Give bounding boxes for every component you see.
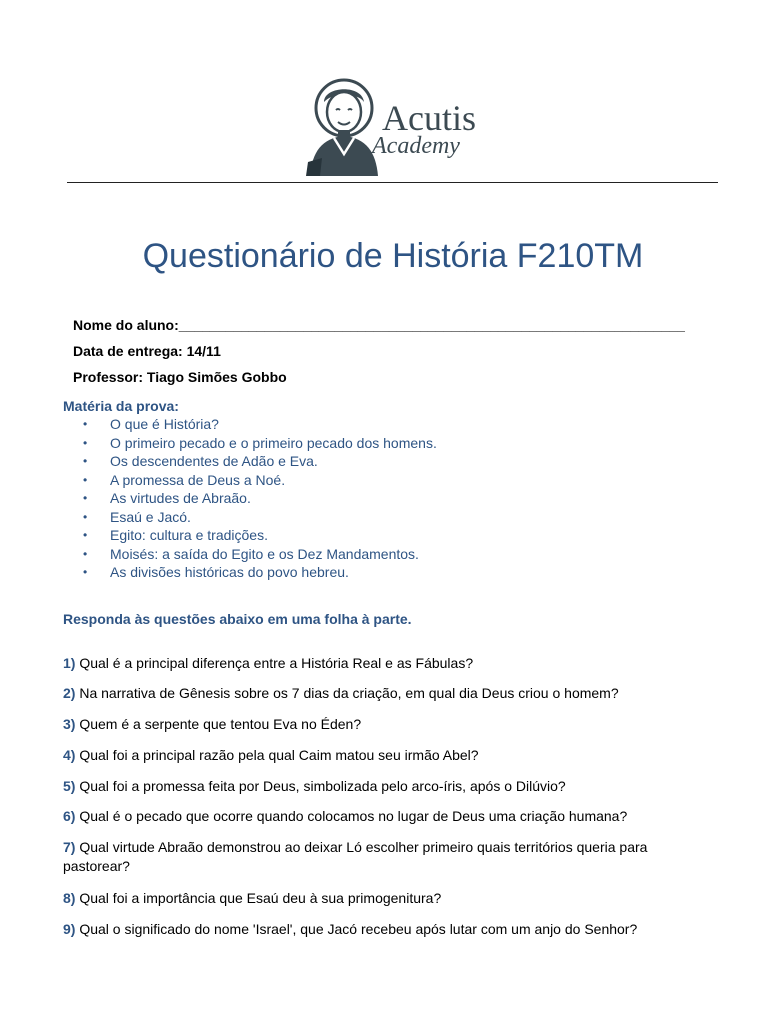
topic-text: As divisões históricas do povo hebreu.: [110, 564, 349, 580]
question-number: 3): [63, 716, 76, 732]
teacher-value: Tiago Simões Gobbo: [146, 369, 287, 385]
question-item: [63, 684, 703, 703]
bullet-icon: •: [83, 435, 88, 450]
question-number: 5): [63, 778, 76, 794]
topic-text: O primeiro pecado e o primeiro pecado dos homens.: [110, 434, 437, 451]
bullet-icon: •: [83, 417, 88, 431]
question-item: [63, 715, 703, 734]
question-number: 9): [63, 921, 76, 937]
bullet-icon: •: [83, 546, 88, 561]
logo-name: Acutis: [382, 98, 476, 138]
saint-portrait-icon: [300, 72, 380, 176]
teacher-line: [73, 368, 287, 386]
bullet-icon: •: [83, 491, 88, 505]
question-item: [63, 777, 703, 796]
question-text: Qual o significado do nome 'Israel', que Jacó recebeu após lutar com um anjo do Senhor?: [79, 921, 638, 937]
question-item: [63, 889, 703, 908]
question-text: Qual é a principal diferença entre a História Real e as Fábulas?: [79, 655, 474, 671]
question-text: Qual foi a principal razão pela qual Caim matou seu irmão Abel?: [79, 747, 479, 763]
topic-text: O que é História?: [110, 416, 219, 432]
bullet-icon: •: [83, 528, 88, 542]
bullet-icon: •: [83, 454, 88, 468]
teacher-label: Professor:: [73, 369, 144, 385]
topic-text: As virtudes de Abraão.: [110, 490, 251, 506]
question-number: 2): [63, 685, 76, 701]
question-text: Na narrativa de Gênesis sobre os 7 dias da criação, em qual dia Deus criou o homem?: [79, 685, 619, 701]
question-number: 7): [63, 839, 76, 855]
question-text: Qual é o pecado que ocorre quando colocamos no lugar de Deus uma criação humana?: [79, 808, 628, 824]
question-text: Qual foi a importância que Esaú deu à sua primogenitura?: [79, 890, 442, 906]
question-number: 8): [63, 890, 76, 906]
subject-heading: Matéria da prova:: [63, 398, 179, 414]
topic-text: Esaú e Jacó.: [110, 508, 191, 525]
header-divider: [67, 182, 718, 183]
due-date-value: 14/11: [186, 343, 221, 359]
topic-text: A promessa de Deus a Noé.: [110, 471, 286, 488]
page-title: Questionário de História F210TM: [142, 237, 644, 275]
due-date-line: [73, 342, 221, 360]
bullet-icon: •: [83, 472, 88, 487]
question-text: Qual virtude Abraão demonstrou ao deixar Ló escolher primeiro quais territórios queria para pastorear?: [63, 839, 648, 874]
question-item: [63, 920, 703, 939]
bullet-icon: •: [83, 509, 88, 524]
question-text: Quem é a serpente que tentou Eva no Éden?: [79, 716, 362, 732]
question-number: 6): [63, 808, 76, 824]
bullet-icon: •: [83, 565, 88, 579]
question-item: [63, 807, 703, 826]
question-text: Qual foi a promessa feita por Deus, simbolizada pelo arco-íris, após o Dilúvio?: [79, 778, 566, 794]
topic-text: Moisés: a saída do Egito e os Dez Mandamentos.: [110, 545, 419, 562]
logo: [300, 72, 500, 176]
question-number: 1): [63, 655, 76, 671]
logo-subtitle: Academy: [372, 133, 460, 159]
student-name-label: Nome do aluno:: [73, 317, 179, 333]
question-item: [63, 654, 703, 673]
topic-text: Egito: cultura e tradições.: [110, 527, 268, 543]
instructions: Responda às questões abaixo em uma folha à parte.: [63, 611, 412, 627]
question-number: 4): [63, 747, 76, 763]
question-item: [63, 746, 703, 765]
student-name-line: [73, 316, 685, 334]
student-name-blank: _________________________________________________________________: [178, 317, 685, 333]
due-date-label: Data de entrega:: [73, 343, 183, 359]
question-item: [63, 838, 703, 876]
topic-text: Os descendentes de Adão e Eva.: [110, 453, 318, 469]
